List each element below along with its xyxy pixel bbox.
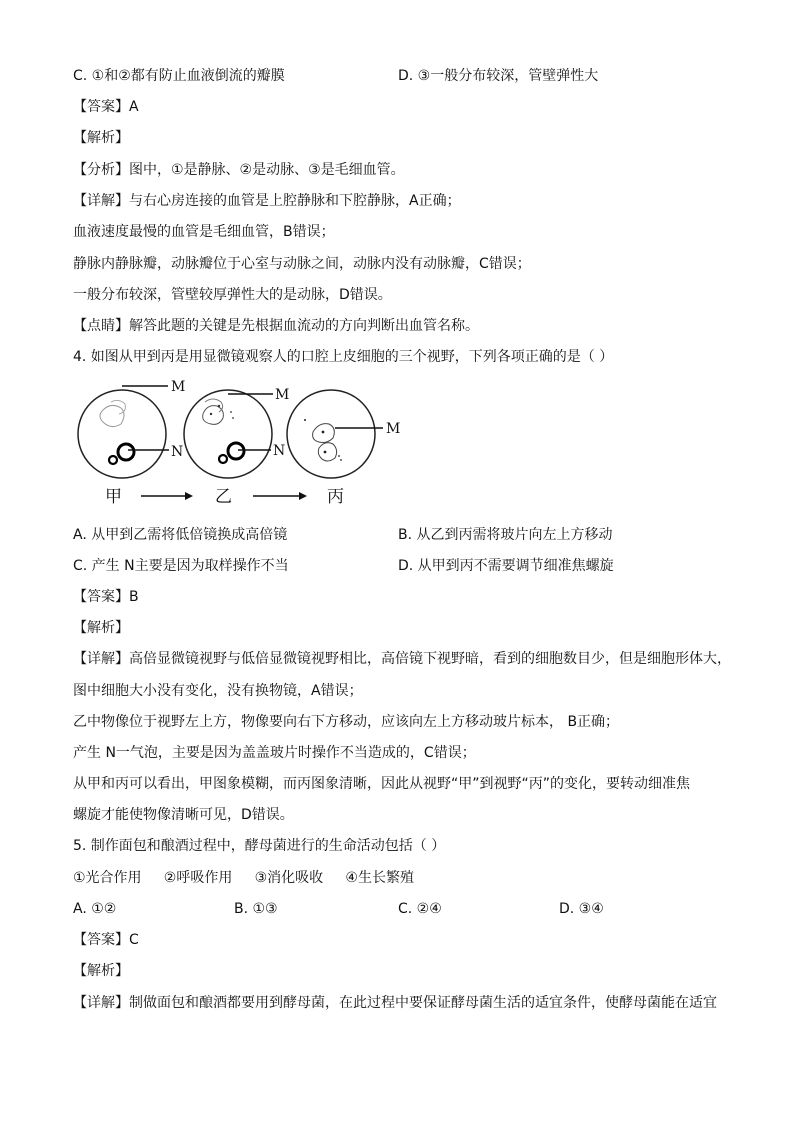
field-yi: [184, 390, 272, 478]
q4-option-a: A. 从甲到乙需将低倍镜换成高倍镜: [73, 527, 288, 543]
q5-detail-line-1: 【详解】制做面包和酿酒都要用到酵母菌，在此过程中要保证酵母菌生活的适宜条件，使酵母菌能在适宜: [73, 995, 717, 1011]
q3-detail-line-2: 血液速度最慢的血管是毛细血管，B错误；: [73, 224, 335, 240]
q3-analysis-heading: 【解析】: [73, 130, 129, 146]
q4-option-d: D. 从甲到丙不需要调节细准焦螺旋: [398, 558, 614, 574]
label-n-jia: N: [171, 444, 184, 460]
label-n-yi: N: [273, 443, 286, 459]
q4-detail-line-4: 产生 N一气泡，主要是因为盖盖玻片时操作不当造成的，C错误；: [73, 745, 476, 761]
q3-detail-line-4: 一般分布较深，管壁较厚弹性大的是动脉，D错误。: [73, 287, 392, 303]
q3-option-d: D. ③一般分布较深，管壁弹性大: [398, 68, 599, 84]
q4-detail-line-3: 乙中物像位于视野左上方，物像要向右下方移动，应该向左上方移动玻片标本， B正确；: [73, 714, 620, 730]
q4-detail-line-6: 螺旋才能使物像清晰可见，D错误。: [73, 807, 294, 823]
q4-detail-line-2: 图中细胞大小没有变化，没有换物镜，A错误；: [73, 683, 363, 699]
q4-analysis-heading: 【解析】: [73, 620, 129, 636]
arrow-right-icon: [185, 492, 193, 500]
label-jia: 甲: [105, 487, 122, 507]
q3-option-c: C. ①和②都有防止血液倒流的瓣膜: [73, 68, 285, 84]
q3-detail-line-3: 静脉内静脉瓣，动脉瓣位于心室与动脉之间，动脉内没有动脉瓣，C错误；: [73, 256, 531, 272]
q5-analysis-heading: 【解析】: [73, 963, 129, 979]
q4-detail-line-1: 【详解】高倍显微镜视野与低倍显微镜视野相比，高倍镜下视野暗，看到的细胞数目少，但是细胞形体大，: [73, 651, 731, 667]
q3-fenxi: 【分析】图中，①是静脉、②是动脉、③是毛细血管。: [73, 162, 405, 178]
q4-option-b: B. 从乙到丙需将玻片向左上方移动: [398, 527, 613, 543]
label-yi: 乙: [215, 487, 232, 507]
q4-detail-line-5: 从甲和丙可以看出，甲图象模糊，而丙图象清晰，因此从视野“甲”到视野“丙”的变化，要转动细准焦: [73, 776, 691, 792]
q5-items: ①光合作用 ②呼吸作用 ③消化吸收 ④生长繁殖: [73, 870, 414, 886]
q3-answer: 【答案】A: [73, 99, 139, 115]
field-bing: [287, 390, 375, 478]
label-m-yi: M: [275, 387, 290, 403]
q4-stem: 4. 如图从甲到丙是用显微镜观察人的口腔上皮细胞的三个视野，下列各项正确的是（ ）: [73, 349, 614, 365]
q3-detail: 【详解】与右心房连接的血管是上腔静脉和下腔静脉，A正确；: [73, 193, 461, 209]
q4-option-c: C. 产生 N主要是因为取样操作不当: [73, 558, 289, 574]
label-bing: 丙: [327, 487, 344, 507]
q5-option-d: D. ③④: [559, 901, 604, 917]
label-m-jia: M: [171, 380, 186, 395]
field-jia: [78, 390, 166, 478]
q5-option-c: C. ②④: [398, 901, 442, 917]
q5-option-a: A. ①②: [73, 901, 117, 917]
microscope-fields-figure: [73, 380, 433, 510]
arrow-right-icon: [299, 492, 307, 500]
q5-stem: 5. 制作面包和酿酒过程中，酵母菌进行的生命活动包括（ ）: [73, 838, 446, 854]
q4-answer: 【答案】B: [73, 589, 139, 605]
label-m-bing: M: [386, 421, 401, 437]
q5-answer: 【答案】C: [73, 932, 139, 948]
q3-dianjing: 【点睛】解答此题的关键是先根据血流动的方向判断出血管名称。: [73, 318, 479, 334]
q5-option-b: B. ①③: [234, 901, 278, 917]
